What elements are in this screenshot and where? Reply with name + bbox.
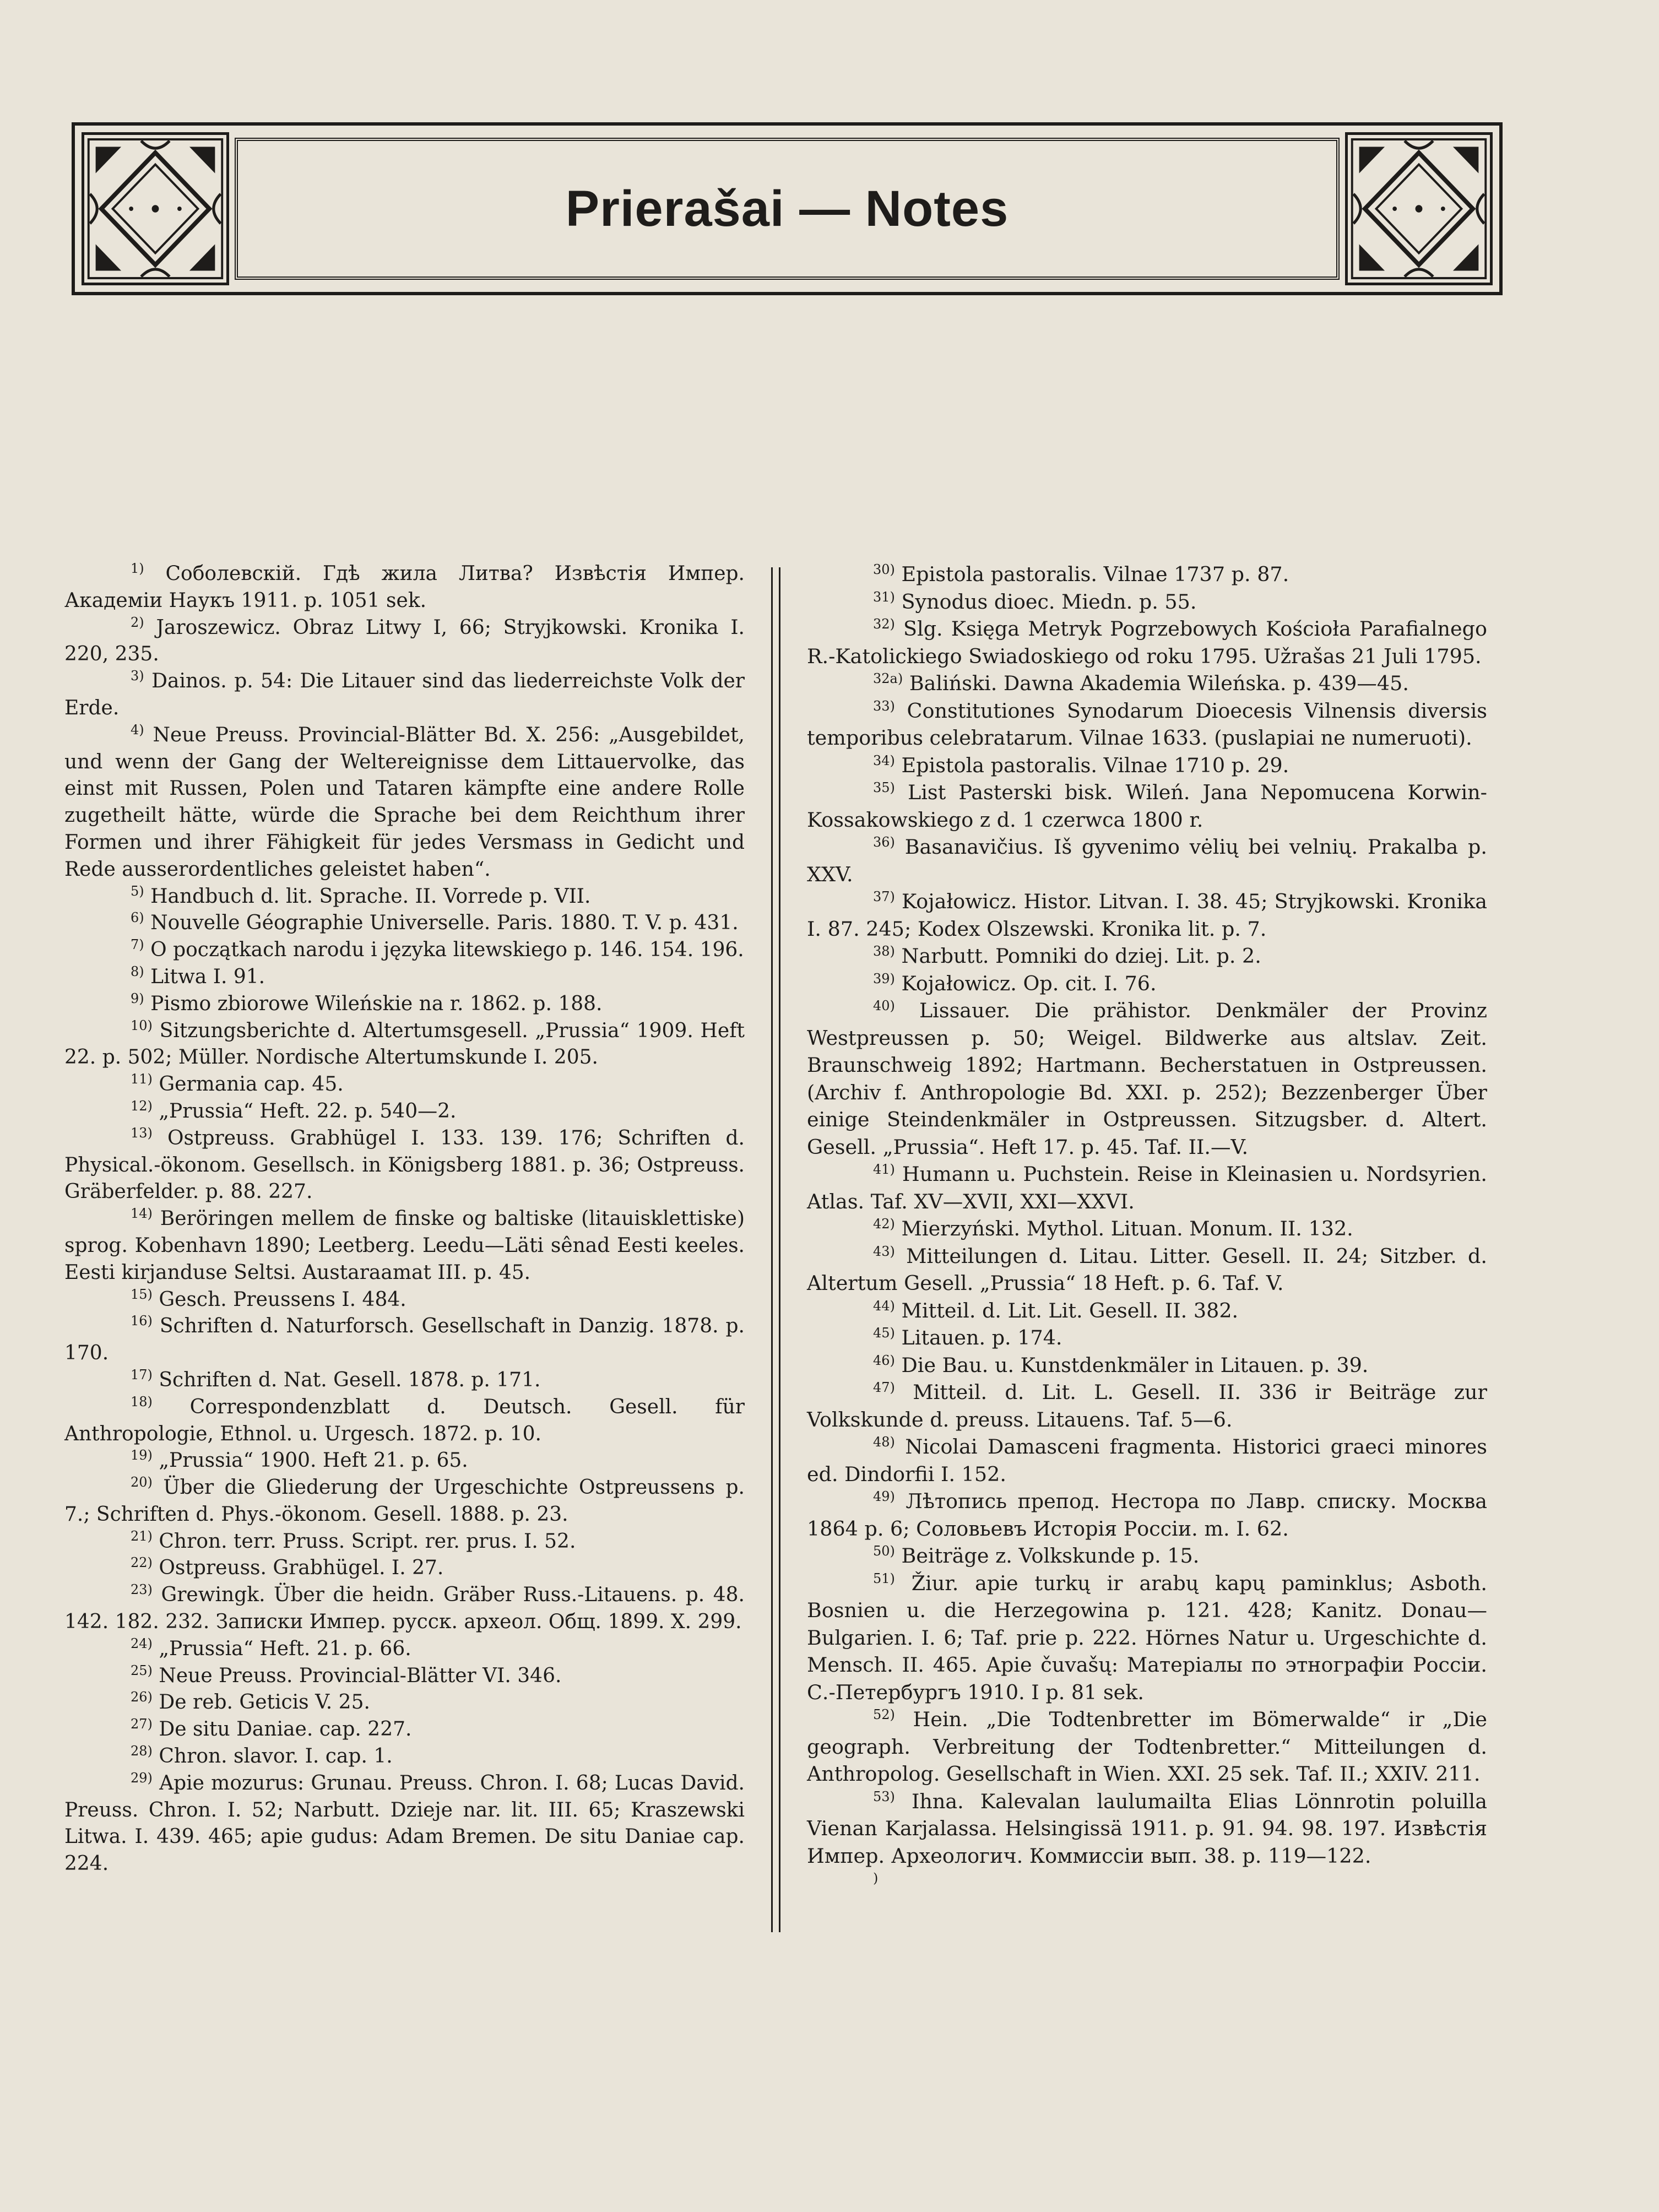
footnote: $^{47)}$ Mitteil. d. Lit. L. Gesell. II. 336 ir Beiträge zur Volkskunde d. preuss. Litauens. Taf. 5—6. (807, 1379, 1487, 1432)
footnote-number: 14) (131, 1206, 153, 1222)
footnote: $^{43)}$ Mitteilungen d. Litau. Litter. Gesell. II. 24; Sitzber. d. Altertum Gesell. „Prussia“ 18 Heft. p. 6. Taf. V. (807, 1243, 1487, 1295)
footnote: $^{6)}$ Nouvelle Géographie Universelle. Paris. 1880. T. V. p. 431. (131, 910, 739, 935)
footnote-number: 47) (873, 1379, 895, 1395)
footnote-number: 32) (873, 616, 895, 632)
footnote: $^{36)}$ Basanavičius. Iš gyvenimo vėlių bei velnių. Prakalba p. XXV. (807, 834, 1488, 886)
footnote: $^{31)}$ Synodus dioec. Miedn. p. 55. (873, 589, 1197, 614)
footnote: $^{14)}$ Beröringen mellem de finske og baltiske (litauisklettiske) sprog. Kobenhavn 1890; Leetberg. Leedu—Läti sênad Eesti keeles. Eesti kirjanduse Seltsi. Austaraamat III. p. 45. (64, 1206, 745, 1284)
footnote: $^{41)}$ Humann u. Puchstein. Reise in Kleinasien u. Nordsyrien. Atlas. Taf. XV—XVII, XXI—XXVI. (807, 1161, 1488, 1213)
footnote: $^{10)}$ Sitzungsberichte d. Altertumsgesell. „Prussia“ 1909. Heft 22. p. 502; Müller. Nordische Altertumskunde I. 205. (64, 1017, 745, 1069)
footnote: $^{16)}$ Schriften d. Naturforsch. Gesellschaft in Danzig. 1878. p. 170. (64, 1313, 745, 1365)
footnote: $^{3)}$ Dainos. p. 54: Die Litauer sind das liederreichste Volk der Erde. (64, 668, 745, 719)
footnote: $^{19)}$ „Prussia“ 1900. Heft 21. p. 65. (131, 1447, 468, 1472)
footnote-number: 30) (873, 561, 895, 577)
footnote: $^{15)}$ Gesch. Preussens I. 484. (131, 1286, 406, 1311)
footnote: $^{51)}$ Žiur. apie turkų ir arabų kapų paminklus; Asboth. Bosnien u. die Herzegowina p. 121. 428; Kanitz. Donau—Bulgarien. I. 6; Taf. prie p. 222. Hörnes Natur u. Urgeschichte d. Mensch. II. 465. Apie čuvašų: Матеріалы по этнографіи Россіи. С.-Петербургъ 1910. I p. 81 sek. (807, 1570, 1487, 1704)
footnote-number: 40) (873, 997, 895, 1013)
footnote: $^{26)}$ De reb. Geticis V. 25. (131, 1689, 370, 1714)
footnote-number: 7) (131, 937, 144, 953)
footnote-number: 18) (131, 1394, 153, 1409)
footnote-number: 46) (873, 1352, 895, 1368)
footnote: $^{53)}$ Ihna. Kalevalan laulumailta Elias Lönnrotin poluilla Vienan Karjalassa. Helsingissä 1911. p. 91. 94. 98. 197. Извѣстія Импер. Археологич. Коммиссіи вып. 38. p. 119—122. (807, 1788, 1487, 1868)
footnote-number: 31) (873, 589, 895, 605)
ornament-left-icon (82, 132, 229, 285)
footnote-number: 28) (131, 1743, 153, 1759)
footnote-number: 50) (873, 1543, 895, 1559)
footnote-number: 53) (873, 1788, 895, 1804)
footnote-number: 23) (131, 1582, 153, 1598)
footnote: $^{52)}$ Hein. „Die Todtenbretter im Bömerwalde“ ir „Die geograph. Verbreitung der Todtenbretter.“ Mitteilungen d. Anthropolog. Gesellschaft in Wien. XXI. 25 sek. Taf. II.; XXIV. 211. (807, 1706, 1487, 1786)
footnote-number: 15) (131, 1286, 153, 1302)
footnote: $^{44)}$ Mitteil. d. Lit. Lit. Gesell. II. 382. (873, 1298, 1239, 1322)
footnote: $^{22)}$ Ostpreuss. Grabhügel. I. 27. (131, 1555, 444, 1580)
footnote-number: 3) (131, 668, 144, 684)
column-divider-left (771, 567, 773, 1932)
footnote: $^{32a)}$ Baliński. Dawna Akademia Wileńska. p. 439—45. (873, 670, 1409, 695)
header-band (72, 122, 1503, 295)
footnote: $^{42)}$ Mierzyński. Mythol. Lituan. Monum. II. 132. (873, 1216, 1353, 1240)
footnote-number: 33) (873, 698, 895, 714)
footnote: $^{12)}$ „Prussia“ Heft. 22. p. 540—2. (131, 1098, 457, 1123)
footnote: $^{25)}$ Neue Preuss. Provincial-Blätter VI. 346. (131, 1662, 562, 1687)
footnote-number: 13) (131, 1125, 153, 1141)
footnote: $^{23)}$ Grewingk. Über die heidn. Gräber Russ.-Litauens. p. 48. 142. 182. 232. Записки Импер. русск. археол. Общ. 1899. X. 299. (64, 1582, 745, 1634)
footnote: $^{24)}$ „Prussia“ Heft. 21. p. 66. (131, 1635, 411, 1660)
footnote: $^{1)}$ Соболевскій. Гдѣ жила Литва? Извѣстія Импер. Академіи Наукъ 1911. p. 1051 sek. (64, 561, 745, 612)
footnote: $^{7)}$ O początkach narodu i języka litewskiego p. 146. 154. 196. (131, 937, 744, 962)
footnote-number: 11) (131, 1071, 153, 1087)
footnote-number: 29) (131, 1770, 153, 1786)
footnote: $^{5)}$ Handbuch d. lit. Sprache. II. Vorrede p. VII. (131, 883, 591, 908)
footnote-number: 35) (873, 779, 895, 795)
footnote-number: 20) (131, 1474, 153, 1490)
footnote: $^{13)}$ Ostpreuss. Grabhügel I. 133. 139. 176; Schriften d. Physical.-ökonom. Gesellsch. in Königsberg 1881. p. 36; Ostpreuss. Gräberfelder. p. 88. 227. (64, 1125, 745, 1203)
footnote: $^{2)}$ Jaroszewicz. Obraz Litwy I, 66; Stryjkowski. Kronika I. 220, 235. (64, 614, 745, 666)
footnote: $^{39)}$ Kojałowicz. Op. cit. I. 76. (873, 971, 1157, 995)
footnote: $^{8)}$ Litwa I. 91. (131, 963, 265, 988)
footnote-number: 12) (131, 1098, 153, 1114)
footnote-number: 38) (873, 943, 895, 959)
column-divider-right (779, 567, 780, 1932)
footnote-number: 6) (131, 910, 144, 926)
footnote: $^{40)}$ Lissauer. Die prähistor. Denkmäler der Provinz Westpreussen p. 50; Weigel. Bildwerke aus altslav. Zeit. Braunschweig 1892; Hartmann. Becherstatuen in Ostpreussen. (Archiv f. Anthropologie Bd. XXI. p. 252); Bezzenberger Über einige Steindenkmäler in Ostpreussen. Sitzugsber. d. Altert. Gesell. „Prussia“. Heft 17. p. 45. Taf. II.—V. (807, 997, 1487, 1159)
footnote: $^{27)}$ De situ Daniae. cap. 227. (131, 1716, 412, 1741)
footnote-number: 36) (873, 834, 895, 850)
ornament-right-icon (1345, 132, 1493, 285)
footnote-number: 43) (873, 1243, 895, 1259)
footnote-number: 9) (131, 990, 144, 1006)
footnote-number: 22) (131, 1555, 153, 1571)
footnote: $^{18)}$ Correspondenzblatt d. Deutsch. Gesell. für Anthropologie, Ethnol. u. Urgesch. 1872. p. 10. (64, 1394, 745, 1445)
footnote-number: 26) (131, 1689, 153, 1705)
footnote: $^{20)}$ Über die Gliederung der Urgeschichte Ostpreussens p. 7.; Schriften d. Phys.-ökonom. Gesell. 1888. p. 23. (64, 1474, 745, 1526)
footnote: $^{9)}$ Pismo zbiorowe Wileńskie na r. 1862. p. 188. (131, 990, 603, 1015)
title-frame (235, 138, 1340, 280)
footnote-number: 52) (873, 1706, 895, 1722)
footnote-number: 39) (873, 971, 895, 986)
footnote-number: 51) (873, 1570, 895, 1586)
footnote: $^{29)}$ Apie mozurus: Grunau. Preuss. Chron. I. 68; Lucas David. Preuss. Chron. I. 52; Narbutt. Dzieje nar. lit. III. 65; Kraszewski Litwa. I. 439. 465; apie gudus: Adam Bremen. De situ Daniae cap. 224. (64, 1770, 745, 1875)
footnote: $^{17)}$ Schriften d. Nat. Gesell. 1878. p. 171. (131, 1367, 541, 1391)
footnote-number: 1) (131, 561, 144, 576)
footnote: $^{38)}$ Narbutt. Pomniki do dziej. Lit. p. 2. (873, 943, 1261, 968)
footnote-number: 24) (131, 1635, 153, 1651)
footnote: $^{49)}$ Лѣтопись препод. Нестора по Лавр. списку. Москва 1864 p. 6; Соловьевъ Исторія Россіи. m. I. 62. (807, 1488, 1487, 1541)
footnote (807, 1869, 1487, 1897)
footnote-number: 16) (131, 1313, 153, 1329)
footnote-number: 37) (873, 888, 895, 904)
footnote: $^{34)}$ Epistola pastoralis. Vilnae 1710 p. 29. (873, 752, 1289, 777)
footnote-number: 4) (131, 722, 144, 738)
footnote-number: 48) (873, 1434, 895, 1450)
footnote-number: 2) (131, 614, 144, 630)
footnote-number: 32a) (873, 670, 903, 686)
footnote-number: 8) (131, 963, 144, 979)
footnote-number: 27) (131, 1716, 153, 1732)
footnote: $^{33)}$ Constitutiones Synodarum Dioecesis Vilnensis diversis temporibus celebratarum. Vilnae 1633. (puslapiai ne numeruoti). (807, 698, 1487, 750)
footnote: $^{30)}$ Epistola pastoralis. Vilnae 1737 p. 87. (873, 561, 1289, 586)
footnote: $^{32)}$ Slg. Księga Metryk Pogrzebowych Kościoła Parafialnego R.-Katolickiego Swiadoskiego od roku 1795. Užrašas 21 Juli 1795. (807, 616, 1487, 668)
footnote-number: 45) (873, 1325, 895, 1341)
footnote-number: 34) (873, 752, 895, 768)
footnote-number: 42) (873, 1216, 895, 1232)
footnote-number: 21) (131, 1528, 153, 1544)
footnote-number: 41) (873, 1161, 895, 1177)
footnote: $^{37)}$ Kojałowicz. Histor. Litvan. I. 38. 45; Stryjkowski. Kronika I. 87. 245; Kodex Olszewski. Kronika lit. p. 7. (807, 888, 1488, 941)
notes-column-right (807, 561, 1487, 1897)
footnote-number: 5) (131, 883, 144, 899)
footnote: $^{21)}$ Chron. terr. Pruss. Script. rer. prus. I. 52. (131, 1528, 576, 1553)
footnote-number: 25) (131, 1662, 153, 1678)
footnote-number: 19) (131, 1447, 153, 1463)
footnote-number: 49) (873, 1488, 895, 1504)
page-title: Prierašai — Notes (565, 180, 1009, 237)
footnote: $^{46)}$ Die Bau. u. Kunstdenkmäler in Litauen. p. 39. (873, 1352, 1369, 1377)
footnote: $^{45)}$ Litauen. p. 174. (873, 1325, 1062, 1349)
footnote-number: 44) (873, 1298, 895, 1314)
notes-column-left (64, 561, 745, 1878)
footnote-number: ) (873, 1870, 879, 1886)
footnote: $^{48)}$ Nicolai Damasceni fragmenta. Historici graeci minores ed. Dindorfii I. 152. (807, 1434, 1487, 1486)
footnote: $^{11)}$ Germania cap. 45. (131, 1071, 344, 1096)
footnote: $^{35)}$ List Pasterski bisk. Wileń. Jana Nepomucena Korwin-Kossakowskiego z d. 1 czerwca 1800 r. (807, 779, 1487, 832)
footnote-number: 10) (131, 1017, 153, 1033)
footnote: $^{28)}$ Chron. slavor. I. cap. 1. (131, 1743, 393, 1768)
footnote: $^{50)}$ Beiträge z. Volkskunde p. 15. (873, 1543, 1200, 1568)
footnote: $^{4)}$ Neue Preuss. Provincial-Blätter Bd. X. 256: „Ausgebildet, und wenn der Gang der Weltereignisse dem Littauervolke, das einst mit Russen, Polen und Tataren kämpfte eine andere Rolle zugetheilt hätte, würde die Sprache bei dem Reichthum ihrer Formen und ihrer Fähigkeit für jedes Versmass in Gedicht und Rede ausserordentliches geleistet haben“. (64, 722, 745, 881)
footnote-number: 17) (131, 1367, 153, 1382)
